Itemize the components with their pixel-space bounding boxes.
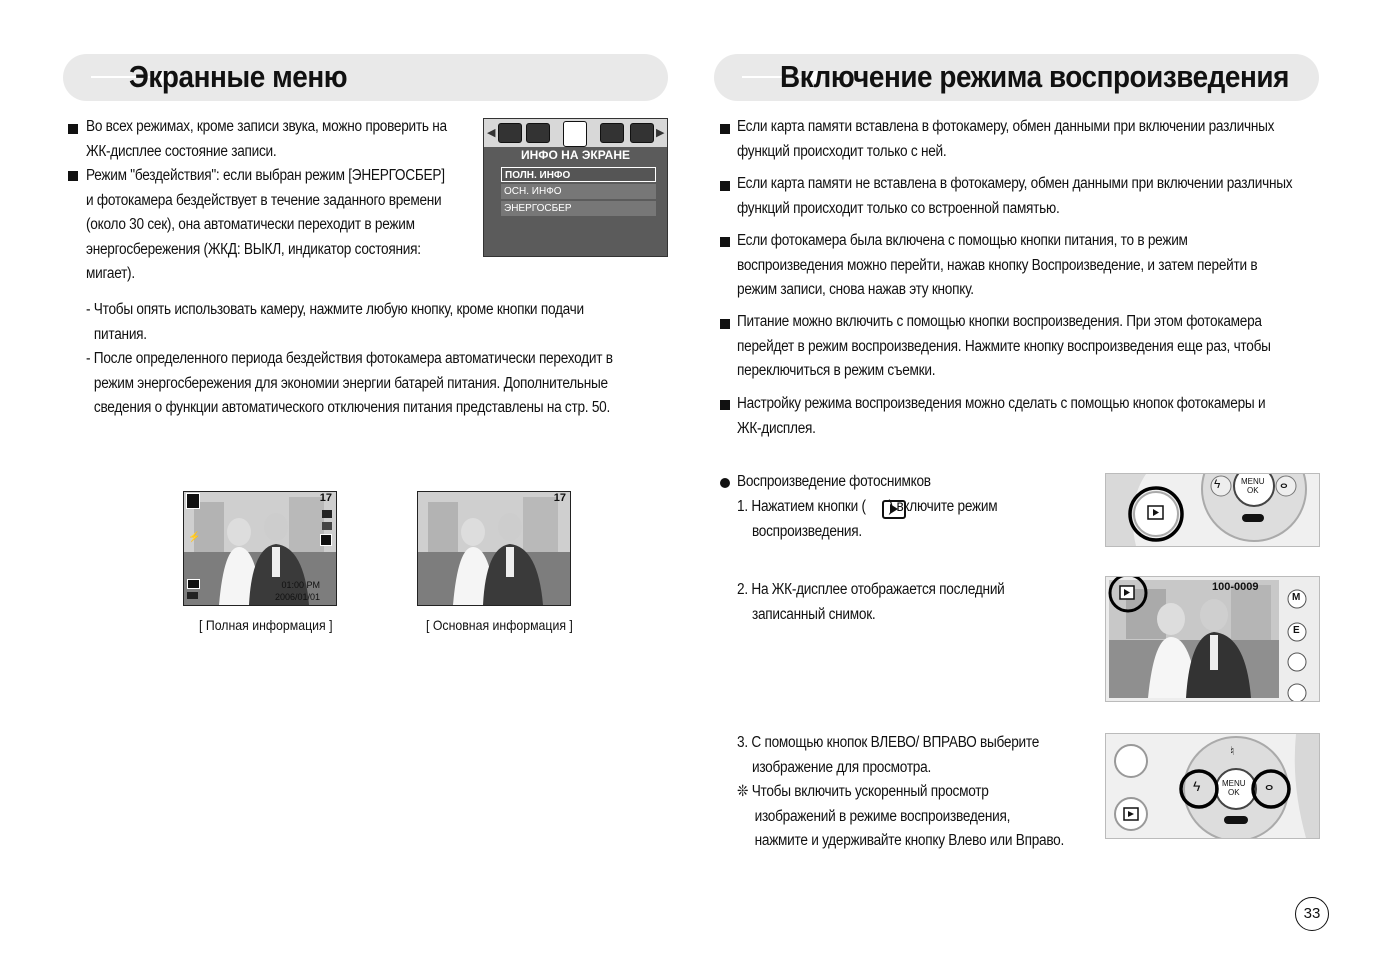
caption-full-info: [ Полная информация ] <box>199 617 333 633</box>
time-readout: 01:00 PM <box>281 580 320 590</box>
screen-tab-icon <box>563 121 587 147</box>
voice-up-icon: ♮ <box>1230 744 1235 758</box>
flash-left-icon: ϟ <box>1193 778 1201 794</box>
step-3: 3. С помощью кнопок ВЛЕВО/ ВПРАВО выберите изображение для просмотра. <box>737 734 1040 776</box>
left-bullet-2: Режим "бездействия": если выбран режим [ЭНЕРГОСБЕР] и фотокамера бездействует в течение заданного времени (около 30 сек), она автоматически переходит в режим энергосбережения (ЖКД: ВЫКЛ, индикатор состояния: мигает). <box>86 167 445 282</box>
step-1: 1. Нажатием кнопки ( ) включите режим воспроизведения. <box>737 498 998 540</box>
chevron-right-icon: ▶ <box>656 127 665 139</box>
photo-full-info <box>183 491 337 606</box>
camera-mode-icon <box>186 493 200 509</box>
play-button-icon <box>882 500 906 519</box>
right-page-title: Включение режима воспроизведения <box>780 59 1289 94</box>
menu-tab-strip <box>484 119 667 147</box>
bullet-square <box>720 400 730 410</box>
stabilizer-icon <box>187 579 200 589</box>
lcd-wedding-photo <box>1106 577 1319 701</box>
date-readout: 2006/01/01 <box>274 592 320 602</box>
chevron-left-icon: ◀ <box>487 127 496 139</box>
menu-title: ИНФО НА ЭКРАНЕ <box>520 148 630 162</box>
right-bullet-2: Если карта памяти не вставлена в фотокамеру, обмен данными при включении различных функций происходит только со встроенной памятью. <box>737 175 1293 217</box>
person-tab-icon <box>600 123 624 143</box>
fast-view-note: ❊ Чтобы включить ускоренный просмотр изображений в режиме воспроизведения, нажмите и удерживайте кнопку Влево или Вправо. <box>737 783 1065 849</box>
menu-ok-label: MENU OK <box>1241 477 1265 495</box>
right-header-bar <box>714 54 1319 101</box>
flash-icon: ⚡ <box>188 532 201 543</box>
camera-left-right-picture <box>1105 733 1320 839</box>
bullet-dot <box>720 478 730 488</box>
menu-item-basic-info: ОСН. ИНФО <box>501 184 656 199</box>
size-icon <box>322 510 332 518</box>
mode-m-button: M <box>1292 592 1301 603</box>
bullet-square <box>68 171 78 181</box>
left-dash-note-2: - После определенного периода бездействия фотокамера автоматически переходит в режим энергосбережения для экономии энергии батарей питания. Дополнительные сведения о функции автоматического отключения питания представлены на стр. 50. <box>86 350 613 416</box>
right-bullet-4: Питание можно включить с помощью кнопки воспроизведения. При этом фотокамера перейдет в режим воспроизведения. Нажмите кнопку воспроизведения еще раз, чтобы переключиться в режим съемки. <box>737 313 1271 379</box>
camera-lcd-picture <box>1105 576 1320 702</box>
camera-dial-drawing <box>1106 734 1319 838</box>
file-number: 100-0009 <box>1212 581 1259 593</box>
screen-info-menu-screenshot <box>483 118 668 257</box>
bullet-square <box>720 237 730 247</box>
bullet-square <box>720 319 730 329</box>
quality-icon <box>322 522 332 530</box>
bullet-square <box>68 124 78 134</box>
right-bullet-1: Если карта памяти вставлена в фотокамеру, обмен данными при включении различных функций происходит только с ней. <box>737 118 1275 160</box>
left-bullet-1: Во всех режимах, кроме записи звука, можно проверить на ЖК-дисплее состояние записи. <box>86 118 447 160</box>
page-number: 33 <box>1295 897 1329 931</box>
left-header-bar <box>63 54 668 101</box>
menu-ok-label: MENU OK <box>1222 779 1246 797</box>
metering-icon <box>320 534 332 546</box>
flash-icon: ϟ <box>1214 477 1221 491</box>
timer-right-icon: ⴰ <box>1265 778 1274 793</box>
self-timer-icon: ⴰ <box>1280 477 1288 491</box>
right-bullet-5: Настройку режима воспроизведения можно сделать с помощью кнопок фотокамеры и ЖК-дисплея. <box>737 395 1266 437</box>
bullet-square <box>720 181 730 191</box>
shot-count: 17 <box>319 492 332 504</box>
camera-tab-icon <box>498 123 522 143</box>
left-dash-note-1: - Чтобы опять использовать камеру, нажмите любую кнопку, кроме кнопки подачи питания. <box>86 301 584 343</box>
bullet-square <box>720 124 730 134</box>
shot-count: 17 <box>553 492 566 504</box>
step-2: 2. На ЖК-дисплее отображается последний записанный снимок. <box>737 581 1005 623</box>
menu-item-full-info: ПОЛН. ИНФО <box>501 167 656 182</box>
wedding-photo-image <box>418 492 570 605</box>
image-tab-icon <box>526 123 550 143</box>
section-title-photo-playback: Воспроизведение фотоснимков <box>737 473 931 490</box>
pencil-tab-icon <box>630 123 654 143</box>
battery-icon <box>187 592 198 599</box>
caption-basic-info: [ Основная информация ] <box>426 617 573 633</box>
right-bullet-3: Если фотокамера была включена с помощью кнопки питания, то в режим воспроизведения можно перейти, нажав кнопку Воспроизведение, и затем перейти в режим записи, снова нажав эту кнопку. <box>737 232 1258 298</box>
left-page-title: Экранные меню <box>129 59 348 94</box>
menu-item-power-save: ЭНЕРГОСБЕР <box>501 201 656 216</box>
camera-play-button-picture <box>1105 473 1320 547</box>
photo-basic-info <box>417 491 571 606</box>
effect-e-button: E <box>1293 625 1300 636</box>
